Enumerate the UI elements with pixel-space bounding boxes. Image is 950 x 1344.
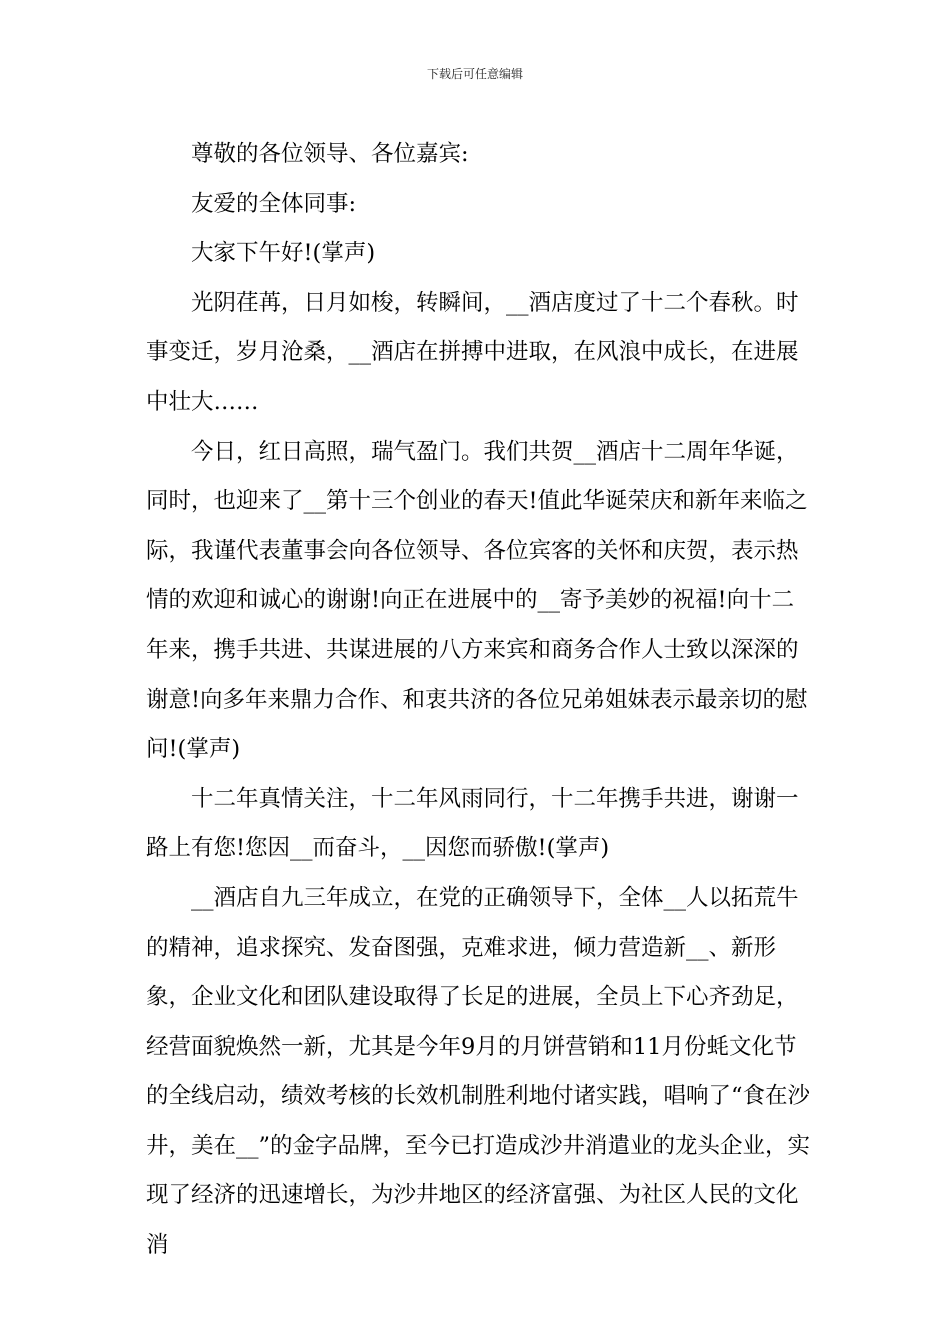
salutation-leaders: 尊敬的各位领导、各位嘉宾: [191, 141, 469, 167]
paragraph-anniversary: 今日，红日高照，瑞气盈门。我们共贺__酒店十二周年华诞，同时，也迎来了__第十三个创业的春天!值此华诞荣庆和新年来临之际，我谨代表董事会向各位领导、各位宾客的关怀和庆贺，表示热情的欢迎和诚心的谢谢!向正在进展中的__寄予美妙的祝福!向十二年来，携手共进、共谋进展的八方来宾和商务合作人士致以深深的谢意!向多年来鼎力合作、和衷共济的各位兄弟姐妹表示最亲切的慰问!(掌声) [146, 438, 808, 763]
document-body [146, 130, 810, 1271]
greeting-line: 大家下午好!(掌声) [191, 240, 376, 267]
paragraph-history: __酒店自九三年成立，在党的正确领导下，全体__人以拓荒牛的精神，追求探究、发奋图强，克难求进，倾力营造新__、新形象，企业文化和团队建设取得了长足的进展，全员上下心齐劲足，经营面貌焕然一新，尤其是今年9月的月饼营销和11月份蚝文化节的全线启动，绩效考核的长效机制胜利地付诸实践，唱响了“食在沙井，美在__”的金字品牌，至今已打造成沙井消遣业的龙头企业，实现了经济的迅速增长，为沙井地区的经济富强、为社区人民的文化消 [146, 884, 811, 1259]
salutation-colleagues: 友爱的全体同事: [191, 190, 357, 217]
paragraph-thanks: 十二年真情关注，十二年风雨同行，十二年携手共进，谢谢一路上有您!您因__而奋斗，__因您而骄傲!(掌声) [146, 785, 799, 862]
paragraph-intro: 光阴荏苒，日月如梭，转瞬间，__酒店度过了十二个春秋。时事变迁，岁月沧桑，__酒店在拼搏中进取，在风浪中成长，在进展中壮大…… [146, 289, 799, 415]
page-header-note: 下载后可任意编辑 [426, 67, 523, 81]
